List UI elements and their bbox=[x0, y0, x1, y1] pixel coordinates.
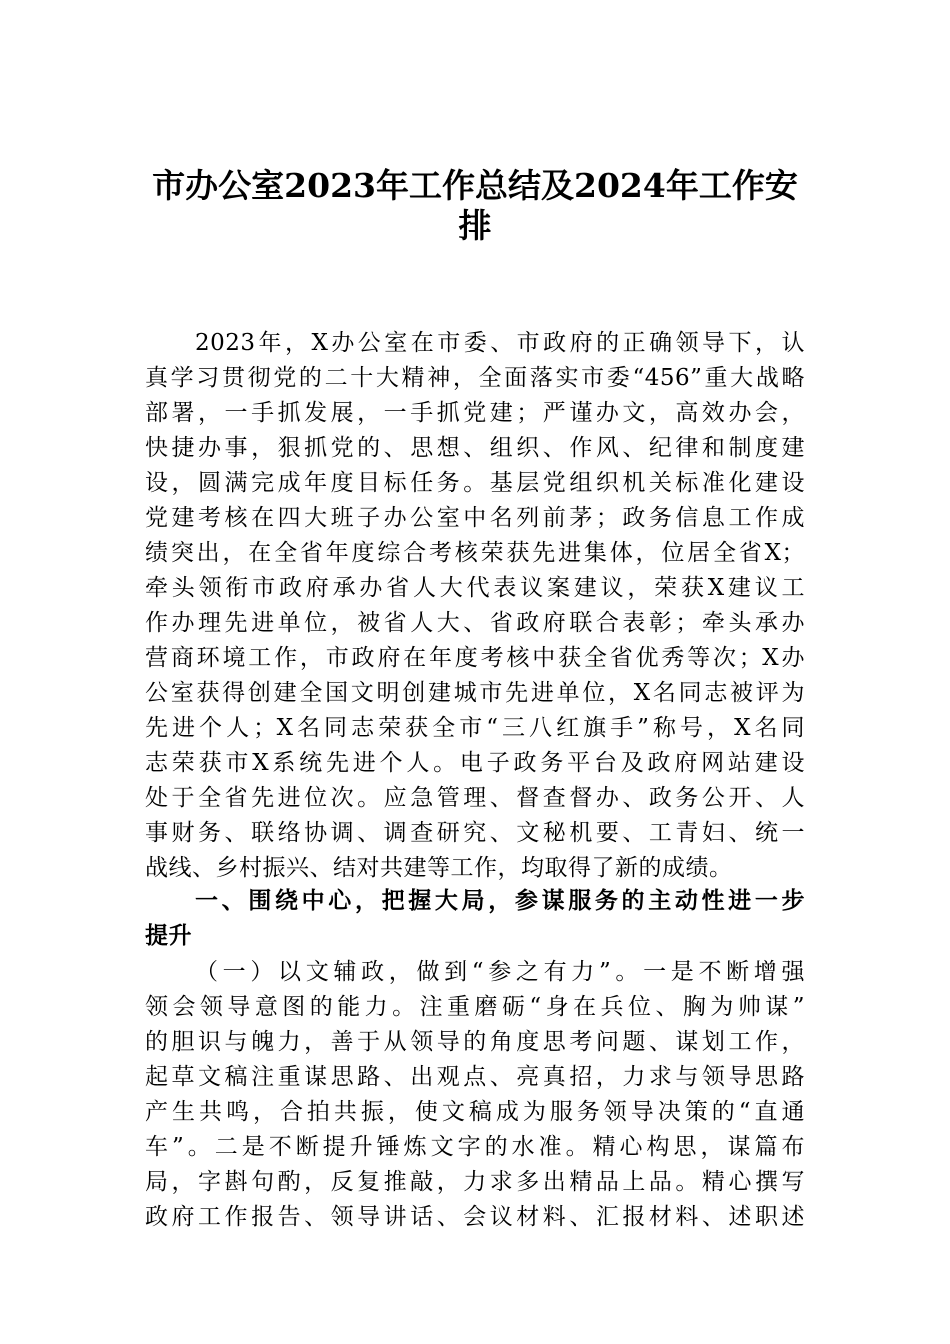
paragraph-line: 战线、乡村振兴、结对共建等工作，均取得了新的成绩。 bbox=[145, 855, 733, 881]
paragraph-line: 设，圆满完成年度目标任务。基层党组织机关标准化建设 bbox=[145, 470, 805, 496]
document-title-line-2: 排 bbox=[458, 206, 492, 245]
paragraph-line: 部署，一手抓发展，一手抓党建；严谨办文，高效办会， bbox=[145, 400, 805, 426]
paragraph-line: 作办理先进单位，被省人大、省政府联合表彰；牵头承办 bbox=[145, 610, 805, 636]
paragraph-line: 志荣获市X系统先进个人。电子政务平台及政府网站建设 bbox=[145, 750, 805, 776]
heading-line: 一、围绕中心，把握大局，参谋服务的主动性进一步 bbox=[195, 888, 805, 914]
paragraph-line: （一）以文辅政，做到“参之有力”。一是不断增强 bbox=[195, 959, 805, 985]
subsection-paragraph bbox=[145, 955, 805, 1235]
paragraph-line: 领会领导意图的能力。注重磨砺“身在兵位、胸为帅谋” bbox=[145, 994, 805, 1020]
paragraph-line: 公室获得创建全国文明创建城市先进单位，X名同志被评为 bbox=[145, 680, 805, 706]
paragraph-line: 的胆识与魄力，善于从领导的角度思考问题、谋划工作， bbox=[145, 1029, 805, 1055]
intro-paragraph bbox=[145, 326, 805, 886]
heading-line: 提升 bbox=[145, 923, 192, 949]
paragraph-line: 先进个人；X名同志荣获全市“三八红旗手”称号，X名同 bbox=[145, 715, 805, 741]
paragraph-line: 政府工作报告、领导讲话、会议材料、汇报材料、述职述 bbox=[145, 1204, 805, 1230]
paragraph-line: 牵头领衔市政府承办省人大代表议案建议，荣获X建议工 bbox=[145, 575, 805, 601]
paragraph-line: 真学习贯彻党的二十大精神，全面落实市委“456”重大战略 bbox=[145, 365, 805, 391]
paragraph-line: 快捷办事，狠抓党的、思想、组织、作风、纪律和制度建 bbox=[145, 435, 805, 461]
paragraph-line: 事财务、联络协调、调查研究、文秘机要、工青妇、统一 bbox=[145, 820, 805, 846]
section-heading bbox=[145, 884, 805, 954]
paragraph-line: 车”。二是不断提升锤炼文字的水准。精心构思，谋篇布 bbox=[145, 1134, 805, 1160]
paragraph-line: 绩突出，在全省年度综合考核荣获先进集体，位居全省X； bbox=[145, 540, 805, 566]
paragraph-line: 营商环境工作，市政府在年度考核中获全省优秀等次；X办 bbox=[145, 645, 805, 671]
paragraph-line: 起草文稿注重谋思路、出观点、亮真招，力求与领导思路 bbox=[145, 1064, 805, 1090]
paragraph-line: 局，字斟句酌，反复推敲，力求多出精品上品。精心撰写 bbox=[145, 1169, 805, 1195]
paragraph-line: 党建考核在四大班子办公室中名列前茅；政务信息工作成 bbox=[145, 505, 805, 531]
document-title-line-1: 市办公室2023年工作总结及2024年工作安 bbox=[152, 166, 798, 205]
paragraph-line: 2023年，X办公室在市委、市政府的正确领导下，认 bbox=[195, 330, 805, 356]
paragraph-line: 处于全省先进位次。应急管理、督查督办、政务公开、人 bbox=[145, 785, 805, 811]
paragraph-line: 产生共鸣，合拍共振，使文稿成为服务领导决策的“直通 bbox=[145, 1099, 805, 1125]
